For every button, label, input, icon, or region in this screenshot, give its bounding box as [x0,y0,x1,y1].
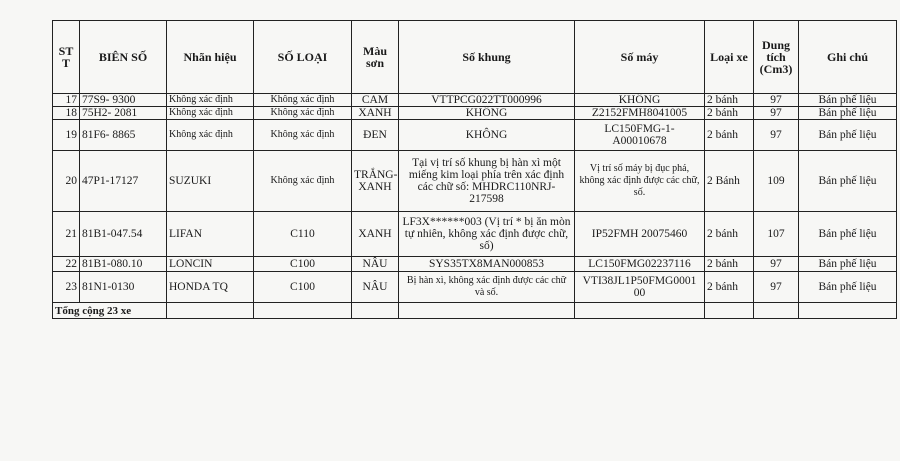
cell-bien-so: 81N1-0130 [80,272,167,303]
cell-dung-tich: 97 [754,120,799,151]
cell-so-loai: Không xác định [254,94,352,107]
cell-stt: 21 [53,212,80,257]
cell-so-may: LC150FMG-1- A00010678 [575,120,705,151]
cell-bien-so: 47P1-17127 [80,151,167,212]
cell-loai-xe: 2 bánh [705,120,754,151]
cell-so-khung: KHÔNG [399,120,575,151]
table-row [53,212,897,257]
cell-so-loai: C100 [254,257,352,272]
cell-mau-son: NÂU [352,257,399,272]
header-so-khung: Số khung [399,21,575,94]
table-header-row [53,21,897,94]
header-stt: ST T [53,21,80,94]
cell-bien-so: 81B1-080.10 [80,257,167,272]
total-blank [575,303,705,319]
total-blank [754,303,799,319]
header-so-loai: SỐ LOẠI [254,21,352,94]
cell-loai-xe: 2 bánh [705,94,754,107]
cell-so-may: Vị trí số máy bị đục phá, không xác định được các chữ, số. [575,151,705,212]
total-empty-cell [167,303,254,319]
cell-so-may: Z2152FMH8041005 [575,107,705,120]
cell-so-khung: Bị hàn xì, không xác định được các chữ và số. [399,272,575,303]
cell-dung-tich: 109 [754,151,799,212]
vehicle-table [52,20,897,319]
header-loai-xe: Loại xe [705,21,754,94]
cell-nhan-hieu: Không xác định [167,94,254,107]
table-row [53,120,897,151]
cell-so-may: LC150FMG02237116 [575,257,705,272]
cell-mau-son: TRẮNG- XANH [352,151,399,212]
cell-mau-son: ĐEN [352,120,399,151]
cell-so-may: VTI38JL1P50FMG0001 00 [575,272,705,303]
cell-so-loai: Không xác định [254,107,352,120]
header-mau-son: Màu sơn [352,21,399,94]
total-blank [254,303,352,319]
cell-bien-so: 75H2- 2081 [80,107,167,120]
cell-so-khung: VTTPCG022TT000996 [399,94,575,107]
cell-nhan-hieu: LONCIN [167,257,254,272]
cell-loai-xe: 2 bánh [705,107,754,120]
table-row [53,107,897,120]
cell-stt: 20 [53,151,80,212]
cell-ghi-chu: Bán phế liệu [799,151,897,212]
cell-mau-son: CAM [352,94,399,107]
header-nhan-hieu: Nhãn hiệu [167,21,254,94]
total-blank [352,303,399,319]
total-blank [399,303,575,319]
cell-ghi-chu: Bán phế liệu [799,272,897,303]
table-total-row [53,303,897,319]
cell-ghi-chu: Bán phế liệu [799,94,897,107]
cell-mau-son: XANH [352,212,399,257]
cell-bien-so: 81F6- 8865 [80,120,167,151]
cell-stt: 17 [53,94,80,107]
total-blank [799,303,897,319]
cell-loai-xe: 2 bánh [705,257,754,272]
cell-stt: 23 [53,272,80,303]
cell-so-loai: Không xác định [254,151,352,212]
cell-nhan-hieu: LIFAN [167,212,254,257]
cell-so-khung: Tại vị trí số khung bị hàn xì một miếng kim loại phía trên xác định các chữ số: MHDRC110NRJ- 217598 [399,151,575,212]
table-row [53,151,897,212]
cell-ghi-chu: Bán phế liệu [799,257,897,272]
cell-nhan-hieu: HONDA TQ [167,272,254,303]
cell-bien-so: 81B1-047.54 [80,212,167,257]
cell-dung-tich: 97 [754,107,799,120]
cell-so-loai: C100 [254,272,352,303]
cell-so-khung: LF3X******003 (Vị trí * bị ăn mòn tự nhiên, không xác định được chữ, số) [399,212,575,257]
cell-so-loai: Không xác định [254,120,352,151]
cell-so-may: KHÔNG [575,94,705,107]
table-row [53,257,897,272]
cell-nhan-hieu: Không xác định [167,107,254,120]
total-blank [705,303,754,319]
header-so-may: Số máy [575,21,705,94]
cell-so-loai: C110 [254,212,352,257]
cell-loai-xe: 2 bánh [705,272,754,303]
cell-loai-xe: 2 bánh [705,212,754,257]
cell-stt: 19 [53,120,80,151]
cell-dung-tich: 97 [754,94,799,107]
cell-so-khung: SYS35TX8MAN000853 [399,257,575,272]
cell-mau-son: NÂU [352,272,399,303]
header-bien-so: BIÊN SỐ [80,21,167,94]
table-row [53,272,897,303]
cell-so-khung: KHÔNG [399,107,575,120]
cell-nhan-hieu: Không xác định [167,120,254,151]
cell-stt: 18 [53,107,80,120]
cell-so-may: IP52FMH 20075460 [575,212,705,257]
total-label: Tổng cộng 23 xe [53,303,167,319]
cell-ghi-chu: Bán phế liệu [799,212,897,257]
cell-ghi-chu: Bán phế liệu [799,120,897,151]
cell-stt: 22 [53,257,80,272]
cell-dung-tich: 97 [754,257,799,272]
header-dung-tich: Dung tích (Cm3) [754,21,799,94]
cell-ghi-chu: Bán phế liệu [799,107,897,120]
cell-dung-tich: 107 [754,212,799,257]
cell-mau-son: XANH [352,107,399,120]
table-row [53,94,897,107]
cell-nhan-hieu: SUZUKI [167,151,254,212]
cell-dung-tich: 97 [754,272,799,303]
cell-loai-xe: 2 Bánh [705,151,754,212]
header-ghi-chu: Ghi chú [799,21,897,94]
cell-bien-so: 77S9- 9300 [80,94,167,107]
